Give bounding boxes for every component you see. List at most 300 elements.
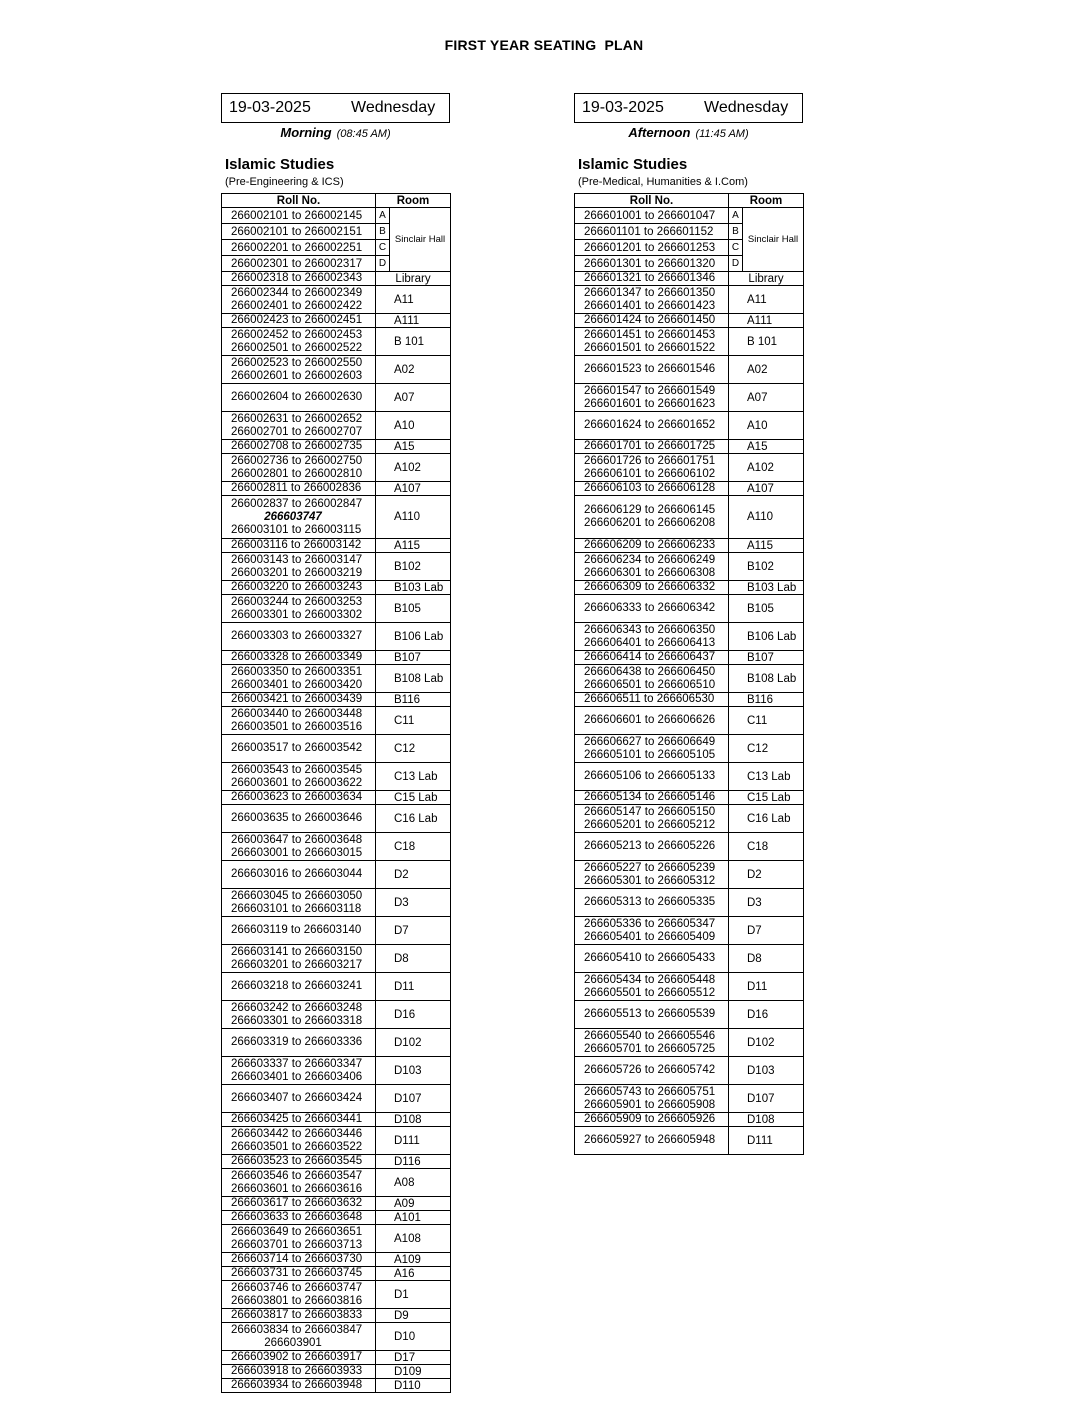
roll-range: 266601001 to 266601047 (575, 208, 729, 224)
roll-range-cell (575, 791, 729, 805)
roll-range-cell (222, 1155, 376, 1169)
roll-range-line: 266606129 to 266606145 (584, 504, 716, 516)
room-name: A101 (376, 1211, 451, 1225)
roll-range-cell (222, 1211, 376, 1225)
table-row (222, 735, 451, 763)
roll-range-line: 266003517 to 266003542 (231, 742, 363, 754)
room-name: A16 (376, 1267, 451, 1281)
roll-range-line: 266002837 to 266002847 (231, 497, 363, 510)
room-name: D10 (376, 1323, 451, 1351)
roll-range-line: 266601726 to 266601751 (584, 454, 716, 467)
room-name: B103 Lab (376, 581, 451, 595)
roll-range-cell (575, 735, 729, 763)
room-name: D110 (376, 1379, 451, 1393)
table-row (575, 272, 804, 286)
roll-range-line: 266002736 to 266002750 (231, 454, 363, 467)
roll-range-cell (222, 623, 376, 651)
roll-range-line: 266603337 to 266603347 (231, 1057, 363, 1070)
roll-range-line: 266603746 to 266603747 (231, 1281, 363, 1294)
room-name: B108 Lab (376, 665, 451, 693)
exam-date: 19-03-2025 (229, 99, 311, 116)
table-row (575, 693, 804, 707)
table-row (222, 861, 451, 889)
room-name: A102 (376, 454, 451, 482)
roll-range-line: 266606511 to 266606530 (584, 693, 715, 705)
room-name: A115 (729, 539, 804, 553)
table-row (222, 1113, 451, 1127)
roll-range-line: 266605336 to 266605347 (584, 917, 716, 930)
room-name: D107 (729, 1085, 804, 1113)
roll-range-line: 266606209 to 266606233 (584, 539, 716, 551)
room-name: D16 (376, 1001, 451, 1029)
room-name: D3 (376, 889, 451, 917)
table-row (575, 208, 804, 224)
hall-section-letter: C (729, 240, 743, 256)
roll-range-line: 266605743 to 266605751 (584, 1085, 716, 1098)
roll-range-cell (222, 693, 376, 707)
table-row (222, 693, 451, 707)
roll-range-line: 266002708 to 266002735 (231, 440, 363, 452)
table-row (222, 1379, 451, 1393)
roll-range-cell (575, 482, 729, 496)
session-label (574, 125, 803, 140)
room-name: D2 (729, 861, 804, 889)
roll-range-cell (222, 1365, 376, 1379)
roll-range-line: 266603918 to 266603933 (231, 1365, 363, 1377)
roll-range-line: 266003303 to 266003327 (231, 630, 363, 642)
table-row (575, 356, 804, 384)
table-row (222, 665, 451, 693)
room-name: C16 Lab (729, 805, 804, 833)
roll-range-line: 266606414 to 266606437 (584, 651, 716, 663)
roll-range-line: 266003301 to 266003302 (231, 608, 363, 621)
room-name: B107 (729, 651, 804, 665)
room-name: A102 (729, 454, 804, 482)
group-subtitle: (Pre-Engineering & ICS) (225, 176, 344, 188)
roll-range-cell (222, 1323, 376, 1351)
roll-range-line: 266601424 to 266601450 (584, 314, 716, 326)
table-row (222, 805, 451, 833)
room-name: A109 (376, 1253, 451, 1267)
date-box (221, 93, 450, 123)
roll-range-cell (575, 1085, 729, 1113)
roll-range-cell (222, 595, 376, 623)
roll-range-line: 266003220 to 266003243 (231, 581, 363, 593)
roll-range-line: 266002523 to 266002550 (231, 356, 363, 369)
roll-range-cell (222, 412, 376, 440)
roll-range-cell (575, 581, 729, 595)
roll-range-cell (222, 763, 376, 791)
room-name: D103 (729, 1057, 804, 1085)
roll-range-cell (222, 328, 376, 356)
session-label (221, 125, 450, 140)
roll-range-line: 266601347 to 266601350 (584, 286, 716, 299)
room-name: D9 (376, 1309, 451, 1323)
roll-range-line: 266601321 to 266601346 (584, 272, 716, 284)
roll-range-cell (222, 272, 376, 286)
roll-range: 266002101 to 266002145 (222, 208, 376, 224)
table-row (222, 1197, 451, 1211)
roll-range-line: 266601601 to 266601623 (584, 397, 716, 410)
roll-range-cell (575, 763, 729, 791)
table-row (575, 665, 804, 693)
roll-range-cell (222, 496, 376, 539)
roll-range-line: 266603141 to 266603150 (231, 945, 363, 958)
roll-range-line: 266002701 to 266002707 (231, 425, 363, 438)
hall-room-name: Sinclair Hall (743, 208, 804, 272)
room-name: D3 (729, 889, 804, 917)
roll-range-line: 266606201 to 266606208 (584, 517, 716, 529)
table-row (575, 482, 804, 496)
roll-range-line: 266606301 to 266606308 (584, 566, 716, 579)
roll-range-line: 266605701 to 266605725 (584, 1042, 716, 1055)
table-row (575, 496, 804, 539)
room-name: D8 (729, 945, 804, 973)
roll-range-cell (222, 581, 376, 595)
roll-range-cell (575, 412, 729, 440)
hall-section-letter: A (729, 208, 743, 224)
roll-range-line: 266002604 to 266002630 (231, 391, 363, 403)
roll-range-line: 266603801 to 266603816 (231, 1294, 363, 1307)
table-row (222, 482, 451, 496)
room-name: B 101 (729, 328, 804, 356)
table-row (575, 1113, 804, 1127)
table-row (222, 1211, 451, 1225)
table-header-row (222, 194, 451, 208)
date-box (574, 93, 803, 123)
roll-range-line: 266003244 to 266003253 (231, 595, 363, 608)
table-row (222, 1029, 451, 1057)
roll-range-line: 266603701 to 266603713 (231, 1238, 363, 1251)
hall-section-letter: D (729, 256, 743, 272)
roll-range-line: 266605909 to 266605926 (584, 1113, 716, 1125)
roll-range-cell (575, 651, 729, 665)
roll-range-cell (575, 623, 729, 651)
table-row (575, 1085, 804, 1113)
roll-range-line: 266603817 to 266603833 (231, 1309, 363, 1321)
roll-range-cell (575, 314, 729, 328)
roll-range-cell (222, 1309, 376, 1323)
room-name: A10 (376, 412, 451, 440)
roll-range-line: 266003201 to 266003219 (231, 566, 363, 579)
roll-range-line: 266002631 to 266002652 (231, 412, 363, 425)
room-name: A15 (376, 440, 451, 454)
roll-range-line: 266003623 to 266003634 (231, 791, 363, 803)
table-row (575, 1029, 804, 1057)
table-row (222, 412, 451, 440)
table-row (222, 833, 451, 861)
roll-range-line: 266606333 to 266606342 (584, 602, 716, 614)
room-name: D1 (376, 1281, 451, 1309)
room-name: A15 (729, 440, 804, 454)
room-name: B102 (729, 553, 804, 581)
roll-range-cell (222, 314, 376, 328)
table-row (222, 440, 451, 454)
roll-range-cell (575, 1113, 729, 1127)
roll-range-cell (575, 805, 729, 833)
roll-range-line: 266603001 to 266603015 (231, 846, 363, 859)
table-row (575, 763, 804, 791)
table-row (575, 833, 804, 861)
roll-range-cell (222, 1379, 376, 1393)
table-row (575, 539, 804, 553)
roll-range-line: 266603218 to 266603241 (231, 980, 363, 992)
roll-range-line: 266603016 to 266603044 (231, 868, 363, 880)
roll-range-line: 266605513 to 266605539 (584, 1008, 716, 1020)
table-row (222, 651, 451, 665)
roll-range-line: 266003421 to 266003439 (231, 693, 363, 705)
roll-range-cell (575, 539, 729, 553)
table-row (222, 1001, 451, 1029)
roll-range: 266601101 to 266601152 (575, 224, 729, 240)
table-row (575, 384, 804, 412)
table-row (575, 553, 804, 581)
room-name: C15 Lab (729, 791, 804, 805)
room-name: A02 (729, 356, 804, 384)
room-name: B103 Lab (729, 581, 804, 595)
roll-range-cell (575, 973, 729, 1001)
roll-range-cell (575, 595, 729, 623)
room-name: B108 Lab (729, 665, 804, 693)
roll-range-line: 266605106 to 266605133 (584, 770, 716, 782)
room-name: D102 (376, 1029, 451, 1057)
roll-range-line: 266601501 to 266601522 (584, 341, 716, 354)
roll-range-cell (575, 707, 729, 735)
table-row (222, 328, 451, 356)
roll-range-cell (222, 356, 376, 384)
table-row (222, 595, 451, 623)
roll-range-cell (222, 384, 376, 412)
roll-range-line: 266003501 to 266003516 (231, 720, 363, 733)
table-row (575, 454, 804, 482)
roll-range-line: 266003601 to 266003622 (231, 776, 363, 789)
roll-range-cell (222, 440, 376, 454)
roll-range-cell (222, 1113, 376, 1127)
table-row (575, 286, 804, 314)
roll-range-cell (222, 1029, 376, 1057)
room-name: A115 (376, 539, 451, 553)
table-row (222, 454, 451, 482)
roll-range-line: 266601701 to 266601725 (584, 440, 716, 452)
room-name: D11 (729, 973, 804, 1001)
hall-section-letter: A (376, 208, 390, 224)
table-row (575, 805, 804, 833)
roll-range-line: 266603714 to 266603730 (231, 1253, 363, 1265)
roll-range-line: 266603902 to 266603917 (231, 1351, 363, 1363)
roll-range-cell (575, 917, 729, 945)
roll-range-cell (222, 1001, 376, 1029)
roll-range-cell (222, 707, 376, 735)
table-row (575, 1001, 804, 1029)
room-name: A111 (376, 314, 451, 328)
roll-range-line: 266603319 to 266603336 (231, 1036, 363, 1048)
roll-range-line: 266605927 to 266605948 (584, 1134, 716, 1146)
table-row (575, 412, 804, 440)
roll-range-cell (575, 384, 729, 412)
roll-range-cell (575, 496, 729, 539)
roll-range-cell (575, 272, 729, 286)
roll-range-line: 266605227 to 266605239 (584, 861, 716, 874)
roll-range-line: 266603301 to 266603318 (231, 1014, 363, 1027)
table-row (222, 314, 451, 328)
roll-range-line: 266603601 to 266603616 (231, 1182, 363, 1195)
roll-range-line: 266603242 to 266603248 (231, 1001, 363, 1014)
roll-range-line: 266605540 to 266605546 (584, 1029, 716, 1042)
room-header: Room (729, 194, 804, 208)
table-row (222, 208, 451, 224)
roll-range-line: 266603101 to 266603118 (231, 902, 362, 915)
room-name: C18 (729, 833, 804, 861)
room-name: A107 (376, 482, 451, 496)
room-name: A07 (376, 384, 451, 412)
session-name: Afternoon (628, 125, 691, 140)
roll-range-cell (575, 1127, 729, 1155)
seating-table (221, 193, 451, 1393)
subject-title: Islamic Studies (225, 156, 335, 173)
roll-range-line: 266606401 to 266606413 (584, 636, 716, 649)
hall-section-letter: D (376, 256, 390, 272)
hall-section-letter: B (376, 224, 390, 240)
roll-range-cell (575, 328, 729, 356)
roll-range-line: 266606343 to 266606350 (584, 623, 716, 636)
room-name: B106 Lab (376, 623, 451, 651)
roll-range-line: 266605313 to 266605335 (584, 896, 716, 908)
table-row (575, 440, 804, 454)
roll-range-cell (222, 861, 376, 889)
page-title: FIRST YEAR SEATING PLAN (444, 37, 644, 53)
room-name: D17 (376, 1351, 451, 1365)
room-name: A11 (729, 286, 804, 314)
roll-range-line: 266605301 to 266605312 (584, 874, 716, 887)
roll-range-cell (222, 539, 376, 553)
room-name: C11 (376, 707, 451, 735)
exam-day: Wednesday (351, 99, 436, 116)
roll-range-cell (222, 454, 376, 482)
roll-range: 266601201 to 266601253 (575, 240, 729, 256)
roll-range-cell (222, 482, 376, 496)
roll-range-line: 266603834 to 266603847 (231, 1323, 363, 1336)
roll-range-line: 266606101 to 266606102 (584, 467, 716, 480)
roll-range-line: 266603523 to 266603545 (231, 1155, 363, 1167)
roll-range-line: 266603119 to 266603140 (231, 924, 362, 936)
roll-range-cell (575, 454, 729, 482)
roll-range-line: 266601451 to 266601453 (584, 328, 716, 341)
table-row (222, 384, 451, 412)
roll-range-line: 266003350 to 266003351 (231, 665, 363, 678)
table-row (575, 1127, 804, 1155)
roll-range-line: 266003635 to 266003646 (231, 812, 363, 824)
room-name: B116 (729, 693, 804, 707)
room-name: D109 (376, 1365, 451, 1379)
room-name: A110 (729, 496, 804, 539)
roll-range-line: 266603201 to 266603217 (231, 958, 363, 971)
roll-range-cell (222, 791, 376, 805)
room-name: B106 Lab (729, 623, 804, 651)
roll-range-line: 266002318 to 266002343 (231, 272, 363, 284)
table-row (222, 973, 451, 1001)
table-row (222, 286, 451, 314)
table-row (575, 861, 804, 889)
roll-range-line: 266603934 to 266603948 (231, 1379, 363, 1391)
room-name: D16 (729, 1001, 804, 1029)
table-row (575, 735, 804, 763)
table-row (575, 581, 804, 595)
table-row (575, 707, 804, 735)
room-name: A10 (729, 412, 804, 440)
table-row (575, 1057, 804, 1085)
table-row (222, 553, 451, 581)
room-header: Room (376, 194, 451, 208)
table-row (222, 1267, 451, 1281)
roll-range-line: 266605410 to 266605433 (584, 952, 716, 964)
roll-range-line: 266603633 to 266603648 (231, 1211, 363, 1223)
table-row (575, 945, 804, 973)
room-name: D108 (376, 1113, 451, 1127)
afternoon-session-column (574, 93, 804, 1155)
roll-range-cell (575, 1057, 729, 1085)
roll-range-line: 266002401 to 266002422 (231, 299, 363, 312)
roll-range-cell (222, 833, 376, 861)
table-row (575, 651, 804, 665)
room-name: C12 (729, 735, 804, 763)
roll-range-line: 266003401 to 266003420 (231, 678, 363, 691)
room-name: C15 Lab (376, 791, 451, 805)
roll-range-cell (222, 651, 376, 665)
roll-range-cell (222, 553, 376, 581)
room-name: B 101 (376, 328, 451, 356)
roll-range-line: 266002423 to 266002451 (231, 314, 363, 326)
roll-range-line: 266603747 (264, 510, 322, 523)
table-row (575, 889, 804, 917)
room-name: A11 (376, 286, 451, 314)
roll-range-line: 266605134 to 266605146 (584, 791, 716, 803)
seating-table (574, 193, 804, 1155)
room-name: A108 (376, 1225, 451, 1253)
roll-range-line: 266606438 to 266606450 (584, 665, 716, 678)
roll-range-line: 266603501 to 266603522 (231, 1140, 363, 1153)
roll-range-cell (575, 693, 729, 707)
table-row (222, 1155, 451, 1169)
roll-range-cell (575, 861, 729, 889)
room-name: D11 (376, 973, 451, 1001)
roll-range-line: 266605201 to 266605212 (584, 818, 716, 831)
roll-range-cell (222, 1225, 376, 1253)
roll-range-cell (575, 1029, 729, 1057)
table-header-row (575, 194, 804, 208)
roll-range-line: 266603731 to 266603745 (231, 1267, 363, 1279)
roll-range-cell (222, 1057, 376, 1085)
table-row (222, 1281, 451, 1309)
roll-range-line: 266002344 to 266002349 (231, 286, 363, 299)
room-name: D107 (376, 1085, 451, 1113)
roll-range-cell (575, 286, 729, 314)
roll-range-cell (575, 945, 729, 973)
roll-range-cell (222, 286, 376, 314)
room-name: D103 (376, 1057, 451, 1085)
room-name: A110 (376, 496, 451, 539)
roll-range: 266002201 to 266002251 (222, 240, 376, 256)
roll-range-cell (575, 833, 729, 861)
room-name: C13 Lab (376, 763, 451, 791)
table-row (222, 1309, 451, 1323)
room-name: C13 Lab (729, 763, 804, 791)
table-row (222, 1169, 451, 1197)
hall-room-name: Sinclair Hall (390, 208, 451, 272)
room-name: D7 (376, 917, 451, 945)
roll-range-line: 266601547 to 266601549 (584, 384, 716, 397)
roll-range-line: 266003440 to 266003448 (231, 707, 363, 720)
roll-range-line: 266603617 to 266603632 (231, 1197, 363, 1209)
